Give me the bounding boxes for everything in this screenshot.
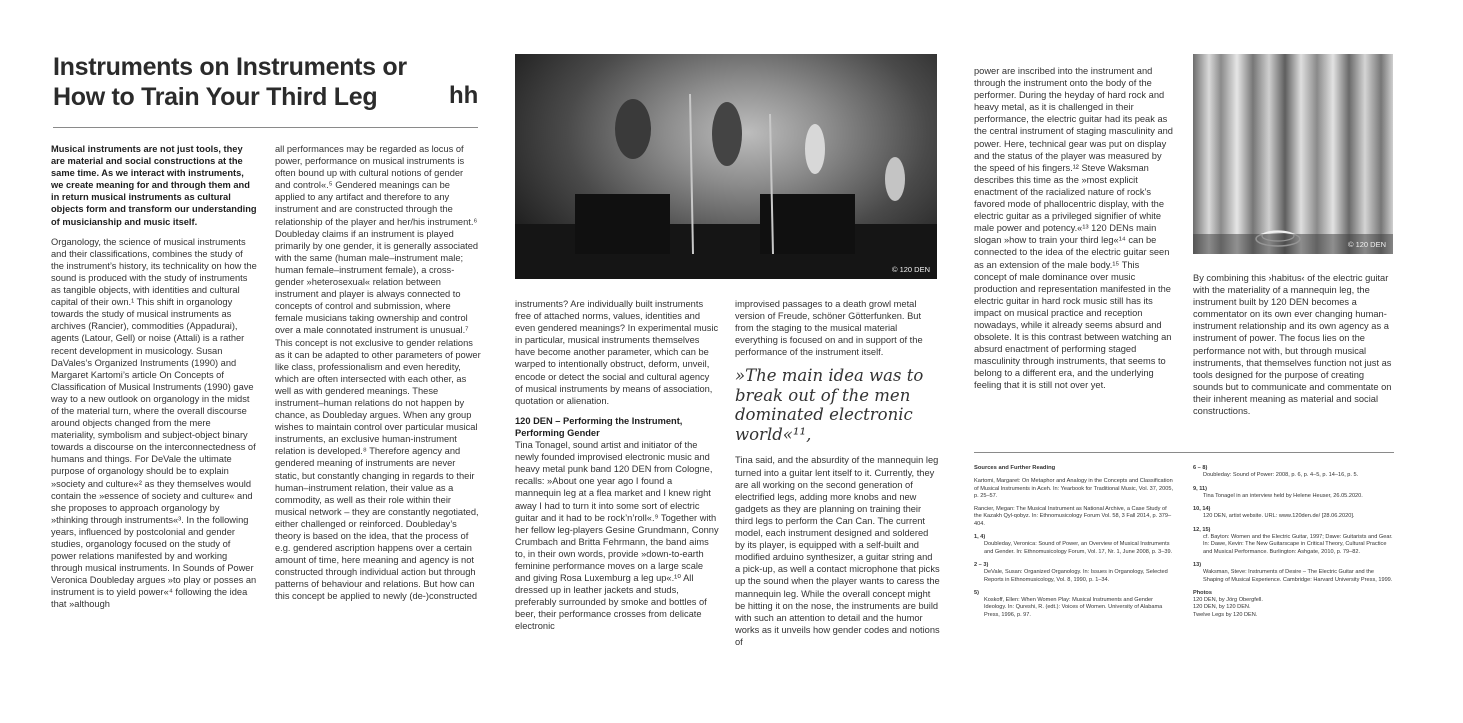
section-heading: 120 DEN – Performing the Instrument, Performing Gender xyxy=(515,415,683,438)
source-number: 6 – 8) xyxy=(1193,465,1208,471)
stage-photo-graphic xyxy=(515,54,937,279)
source-entry xyxy=(1193,562,1393,584)
stage-performance-photo xyxy=(515,54,937,279)
body-paragraph: instruments? Are individually built instruments free of attached norms, values, identities and even gendered meanings? In experimental music in particular, musical instruments themselves have become another parameter, which can be warped to intentionally obstruct, deform, unveil, encode or detect the social and cultural agency of musical instruments by means of association, quotation or alienation. xyxy=(515,299,719,406)
source-number: 9, 11) xyxy=(1193,485,1207,492)
column-5 xyxy=(974,65,1174,400)
source-entry xyxy=(1193,486,1393,501)
body-paragraph: Tina Tonagel, sound artist and initiator of the newly founded improvised electronic music and heavy metal punk band 120 DEN from Cologne, recalls: »About one year ago I found a mannequin leg at a flea market and I knew right away I had to turn it into some sort of electric guitar and it had to be rock’n’roll«.⁹ Together with her fellow leg-players Gesine Grundmann, Conny Crumbach and Britta Fehrmann, the band aims to, in their own words, provide »down-to-earth feminine performance moves on a large scale and giving Rosa Luxemburg a leg up«.¹⁰ All dressed up in leather jackets and studs, preferably surrounded by smoke and bottles of beer, their performance crosses from delicate electronic xyxy=(515,440,719,632)
source-entry xyxy=(974,506,1174,528)
source-text: 120 DEN, artist website. URL: www.120den.de/ [28.06.2020]. xyxy=(1203,513,1355,520)
sources-heading: Sources and Further Reading xyxy=(974,465,1056,471)
title-rule xyxy=(53,127,478,128)
column-6 xyxy=(1193,272,1393,425)
source-entry xyxy=(974,590,1174,619)
column-1 xyxy=(51,143,257,619)
author-initials: hh xyxy=(449,82,479,109)
photo-credit: © 120 DEN xyxy=(1347,240,1386,249)
source-text: Rancier, Megan: The Musical Instrument as National Archive, a Case Study of the Kazakh Qyl-qobyz. In: Ethnomusicology Forum Vol. 58, 3 Fall 2014, p. 379–404. xyxy=(974,506,1172,527)
source-entry xyxy=(974,534,1174,556)
source-text: Koskoff, Ellen: When Women Play: Musical Instruments and Gender Ideology. In: Qureshi, R. (edt.): Voices of Women. University of Alabama Press, 1996, p. 97. xyxy=(984,597,1163,618)
source-number: 2 – 3) xyxy=(974,561,989,568)
body-paragraph: Organology, the science of musical instruments and their classifications, combines the study of the instrument’s history, its technicality on how the sound is produced with the study of instruments as tangible objects, with identities and cultural capital of their own.¹ This shift in organology towards the study of musical instruments as archives (Rancier), commodities (Appadurai), agents (Latour, Gell) or noise (Attali) is a rather recent development in musicology. Susan DaVales’s Organized Instruments (1990) and Margaret Kartomi’s article On Concepts of Classification of Musical Instruments (1990) gave way to a new outlook on organology in the midst of the material turn, where the overall discourse around objects changed from the mere materiality, symbolism and subject-object binary towards a discourse on the interconnectedness of humans and things. For DeVale the ultimate purpose of organology should be to explain »society and culture«² as they themselves would contain the »essence of society and culture« and she proposes to approach organology by »thinking through instruments«³. In the following years, influenced by postcolonial and gender studies, organology focused on the study of power relations manifested by and working through musical instruments. In Sounds of Power Veronica Doubleday argues »to play or posses an instrument is to yield power«⁴ following the idea that »although xyxy=(51,236,257,610)
photo-credit-line: 120 DEN, by Jörg Obergfell. xyxy=(1193,597,1263,604)
sources-left xyxy=(974,465,1174,625)
photos-credits xyxy=(1193,590,1393,619)
lead-paragraph: Musical instruments are not just tools, they are material and social constructions at the same time. As we interact with instruments, we create meaning for and through them and in return musical instruments as cultural objects form and transform our understanding of musicianship and music itself. xyxy=(51,144,257,227)
source-number: 10, 14) xyxy=(1193,506,1211,513)
column-3 xyxy=(515,298,719,641)
title-line-1: Instruments on Instruments or xyxy=(53,53,407,81)
source-number: 1, 4) xyxy=(974,534,986,541)
photo-credit-line: Twelve Legs by 120 DEN. xyxy=(1193,611,1258,618)
body-paragraph: By combining this ›habitus‹ of the electric guitar with the materiality of a mannequin leg, the instrument built by 120 DEN becomes a commentator on its own ever changing human-instrument relationship and its own agency as a instrument of power. The focus lies on the performance not with, but through musical instruments, that themselves function not just as tools designed for the purpose of creating sounds but to communicate and commentate on their inherent meaning as material and social constructions. xyxy=(1193,273,1392,417)
source-text: Tina Tonagel in an interview held by Helene Heuser, 26.05.2020. xyxy=(1203,492,1363,499)
body-paragraph: power are inscribed into the instrument and through the instrument onto the body of the performer. During the heyday of hard rock and heavy metal, as it is challenged in their performance, the electric guitar had its peak as the central instrument of staging masculinity and power. Here, technical gear was put on display and the status of the player was measured by the speed of his fingers.¹² Steve Waksman describes this time as the »most explicit enactment of the racialized nature of rock’s favored mode of phallocentric display, with the electric guitar as a privileged signifier of white male power and potency.«¹³ 120 DENs main slogan »how to train your third leg«¹⁴ can be connected to the idea of the electric guitar seen as an extension of the male body.¹⁵ This concept of male dominance over music production and representation manifested in the electric guitar in hard rock music still has its impact on musical practice and reception nowadays, while it already seems absurd and obsolete. It is this contrast between watching an absurd enactment of performing staged masculinity through instruments, that seems to belong to a different era, and the underlying feeling that it is still not over yet. xyxy=(974,66,1173,391)
body-paragraph: improvised passages to a death growl metal version of Freude, schöner Götterfunken. But from the staging to the musical material everything is focused on and in support of the performance of the instrument itself. xyxy=(735,299,923,358)
page-middle xyxy=(495,0,969,723)
page-left xyxy=(0,0,490,723)
source-text: DeVale, Susan: Organized Organology. In: Issues in Organology, Selected Reports in Ethnomusicology, Vol. 8, 1990, p. 1–34. xyxy=(984,569,1168,583)
source-number: 12, 15) xyxy=(1193,526,1211,533)
page-right xyxy=(970,0,1463,723)
column-4 xyxy=(735,298,940,656)
source-entry xyxy=(1193,506,1393,521)
source-number: 5) xyxy=(974,589,979,596)
mannequin-legs-photo xyxy=(1193,54,1393,254)
article-title xyxy=(53,52,483,112)
pull-quote: »The main idea was to break out of the men dominated electronic world«¹¹, xyxy=(735,366,924,444)
sources-right xyxy=(1193,465,1393,625)
sources-rule xyxy=(974,452,1394,453)
source-text: Kartomi, Margaret: On Metaphor and Analogy in the Concepts and Classification of Musical Instruments in Aceh. In: Yearbook for Traditional Music, Vol. 37, 2005, p. 25–57. xyxy=(974,478,1173,499)
body-paragraph: all performances may be regarded as locus of power, performance on musical instruments is often bound up with cultural notions of gender and control«.⁵ Gendered meanings can be applied to any artifact and therefore to any instrument and are constructed through the relationship of the player and her/his instrument.⁶ Doubleday claims if an instrument is played primarily by one gender, it is generally associated with the same (human male–instrument male; human female–instrument female), a cross-gender »heterosexual« relation between instrument and player is always connected to concepts of control and submission, where female musicians taking ownership and control over a male connotated instrument is unusual.⁷ This concept is not exclusive to gender relations as it can be adapted to other parameters of power like class, professionalism and even heredity, which are often intersected with each other, as well as with gendered meanings. These instrument–human relations do not happen by chance, as Doubleday argues. When any group wishes to maintain control over particular musical instruments, an exclusive human-instrument relation is developed.⁸ Therefore agency and gendered meaning of instruments are never static, but constantly changing in regards to their human–instrument relation, their value as a commodity, as well as their role within their musical network – they are constantly negotiated, either challenged or reinforced. Doubleday’s theory is based on the idea, that the process of e.g. gendered ascription happens over a certain amount of time, here meaning and agency is not constructed through individual action but through patterns of behaviour and relations. But how can this concept be applied to newly (de-)constructed xyxy=(275,144,481,602)
title-line-2: How to Train Your Third Leg xyxy=(53,83,378,111)
photos-heading: Photos xyxy=(1193,589,1212,596)
source-entry xyxy=(1193,527,1393,556)
legs-photo-graphic xyxy=(1193,54,1393,254)
source-text: cf. Bayton: Women and the Electric Guitar, 1997; Dawe: Guitarists and Gear. In: Dawe, Kevin: The New Guitarscape in Critical Theory, Cultural Practice and Musical Performance. Burlington: Ashgate, 2010, p. 79–82. xyxy=(1203,534,1393,555)
column-2 xyxy=(275,143,481,611)
source-number: 13) xyxy=(1193,561,1202,568)
photo-credit-line: 120 DEN, by 120 DEN. xyxy=(1193,604,1251,611)
source-entry xyxy=(1193,465,1393,480)
source-text: Waksman, Steve: Instruments of Desire – The Electric Guitar and the Shaping of Musical Experience. Cambridge: Harvard University Press, 1999. xyxy=(1203,569,1393,583)
photo-credit: © 120 DEN xyxy=(891,265,930,274)
source-entry xyxy=(974,562,1174,584)
source-entry xyxy=(974,478,1174,500)
source-text: Doubleday: Sound of Power: 2008, p. 6, p. 4–5, p. 14–16, p. 5. xyxy=(1203,472,1359,479)
source-text: Doubleday, Veronica: Sound of Power, an Overview of Musical Instruments and Gender. In: Ethnomusicology Forum, Vol. 17, Nr. 1, June 2008, p. 3–39. xyxy=(984,541,1173,555)
body-paragraph: Tina said, and the absurdity of the mannequin leg turned into a guitar lent itself to it. Currently, they are all working on the second generation of electrified legs, adding more knobs and new gadgets as they are planning on training their third legs to perform the Can Can. The current model, each instrument designed and soldered by its player, is equipped with a self-built and modified arduino synthesizer, a guitar string and a pick-up, as well a contact microphone that picks up the sound when the player wants to caress the mannequin leg. While the overall concept might be hitting it on the nose, the instruments are build with such an attention to detail and the humor works as it unveils how gender codes and notions of xyxy=(735,455,940,647)
